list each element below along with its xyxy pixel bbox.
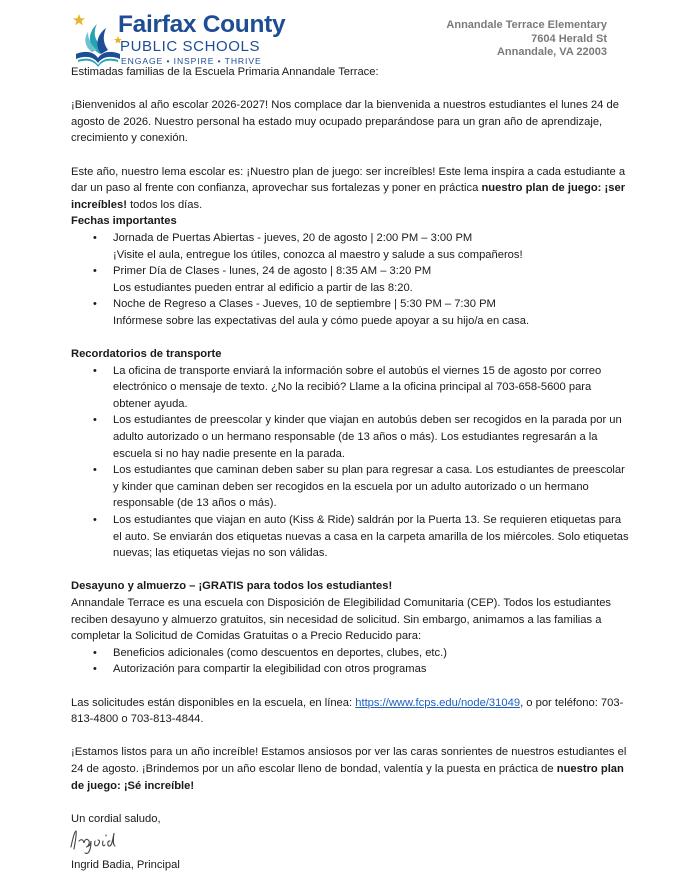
signer-name: Ingrid Badia, Principal — [71, 859, 180, 872]
motto-paragraph — [71, 164, 631, 214]
transport-heading: Recordatorios de transporte — [71, 348, 222, 361]
date-title: • Jornada de Puertas Abiertas - jueves, 20 de agosto | 2:00 PM – 3:00 PM — [113, 231, 473, 244]
school-address — [446, 19, 607, 60]
intro-paragraph: ¡Bienvenidos al año escolar 2026-2027! Nos complace dar la bienvenida a nuestros estudiantes el lunes 24 de agosto de 2026. Nuestro personal ha estado muy ocupado preparándose para un gran año de aprendizaje, crecimiento y conexión. — [71, 99, 619, 145]
logo-name: Fairfax County — [118, 11, 286, 38]
handwritten-signature-icon — [67, 825, 207, 855]
logo-subtitle: PUBLIC SCHOOLS — [120, 38, 261, 55]
applications-text: Las solicitudes están disponibles en la escuela, en línea: — [71, 696, 356, 709]
date-title: • Primer Día de Clases - lunes, 24 de agosto | 8:35 AM – 3:20 PM — [113, 265, 432, 278]
transport-list — [71, 363, 631, 562]
list-item: • Los estudiantes que viajan en auto (Kiss & Ride) saldrán por la Puerta 13. Se requieren etiquetas para el auto. Se enviarán dos etiquetas nuevas a casa en la carpeta amarilla de los miércoles. Solo etiquetas nuevas; las etiquetas viejas no son válidas. — [71, 512, 631, 562]
motto-text: Este año, nuestro lema escolar es: ¡Nuestro plan de juego: ser increíbles! Este lema inspira a cada estudiante a dar un paso al frente con confianza, aprovechar sus fortalezas y poner en práctica — [71, 165, 626, 195]
meals-paragraph: Annandale Terrace es una escuela con Disposición de Elegibilidad Comunitaria (CEP). Todos los estudiantes reciben desayuno y almuerzo gratuitos, sin necesidad de solicitud. Sin embargo, animamos a las familias a completar la Solicitud de Comidas Gratuitas o a Precio Reducido para: — [71, 597, 612, 643]
dates-heading: Fechas importantes — [71, 215, 177, 228]
logo-wordmark — [118, 12, 285, 67]
dates-list — [71, 230, 631, 330]
list-item: • Los estudiantes que caminan deben saber su plan para regresar a casa. Los estudiantes de preescolar y kinder que caminan deben ser recogidos en la escuela por un adulto autorizado o un hermano responsable (de 13 años o más). — [71, 462, 631, 512]
book-flame-logo-icon — [70, 10, 122, 68]
list-item — [71, 230, 631, 263]
meals-heading: Desayuno y almuerzo – ¡GRATIS para todos los estudiantes! — [71, 580, 393, 593]
list-item: • La oficina de transporte enviará la información sobre el autobús el viernes 15 de agosto por correo electrónico o mensaje de texto. ¿No la recibió? Llame a la oficina principal al 703-658-5600 para obtener ayuda. — [71, 363, 631, 413]
signature — [71, 827, 631, 857]
list-item: • Autorización para compartir la elegibilidad con otros programas — [71, 661, 631, 678]
greeting: Estimadas familias de la Escuela Primaria Annandale Terrace: — [71, 66, 379, 78]
list-item — [71, 296, 631, 329]
school-street: 7604 Herald St — [531, 32, 607, 45]
motto-end: todos los días. — [126, 198, 203, 211]
letter-body — [71, 64, 631, 874]
date-title: • Noche de Regreso a Clases - Jueves, 10 de septiembre | 5:30 PM – 7:30 PM — [113, 298, 496, 311]
list-item — [71, 263, 631, 296]
logo-tagline: ENGAGE • INSPIRE • THRIVE — [121, 56, 262, 66]
meals-list — [71, 645, 631, 678]
applications-paragraph — [71, 695, 631, 728]
applications-phone: , o por teléfono: 703-813-4800 o 703-813-4844. — [71, 696, 624, 726]
date-detail: Infórmese sobre las expectativas del aula y cómo puede apoyar a su hijo/a en casa. — [113, 314, 530, 327]
closing-paragraph — [71, 744, 631, 794]
date-detail: Los estudiantes pueden entrar al edificio a partir de las 8:20. — [113, 281, 413, 294]
closing-text: ¡Estamos listos para un año increíble! Estamos ansiosos por ver las caras sonrientes de nuestros estudiantes el 24 de agosto. ¡Brindemos por un año escolar lleno de bondad, valentía y la puesta en práctica de — [71, 746, 627, 775]
motto-bold: nuestro plan de juego: ¡ser increíbles! — [71, 182, 626, 211]
school-name: Annandale Terrace Elementary — [446, 19, 607, 31]
list-item: • Beneficios adicionales (como descuentos en deportes, clubes, etc.) — [71, 645, 631, 662]
applications-link[interactable]: https://www.fcps.edu/node/31049 — [355, 696, 521, 709]
school-city: Annandale, VA 22003 — [496, 46, 607, 59]
signoff: Un cordial saludo, — [71, 812, 161, 825]
list-item: • Los estudiantes de preescolar y kinder que viajan en autobús deben ser recogidos en la parada por un adulto autorizado o un hermano responsable (de 13 años o más). Los estudiantes regresarán a la escuela si no hay nadie presente en la parada. — [71, 412, 631, 462]
date-detail: ¡Visite el aula, entregue los útiles, conozca al maestro y salude a sus compañeros! — [113, 248, 523, 261]
fcps-logo — [70, 10, 290, 68]
closing-bold: nuestro plan de juego: ¡Sé increíble! — [71, 762, 624, 792]
